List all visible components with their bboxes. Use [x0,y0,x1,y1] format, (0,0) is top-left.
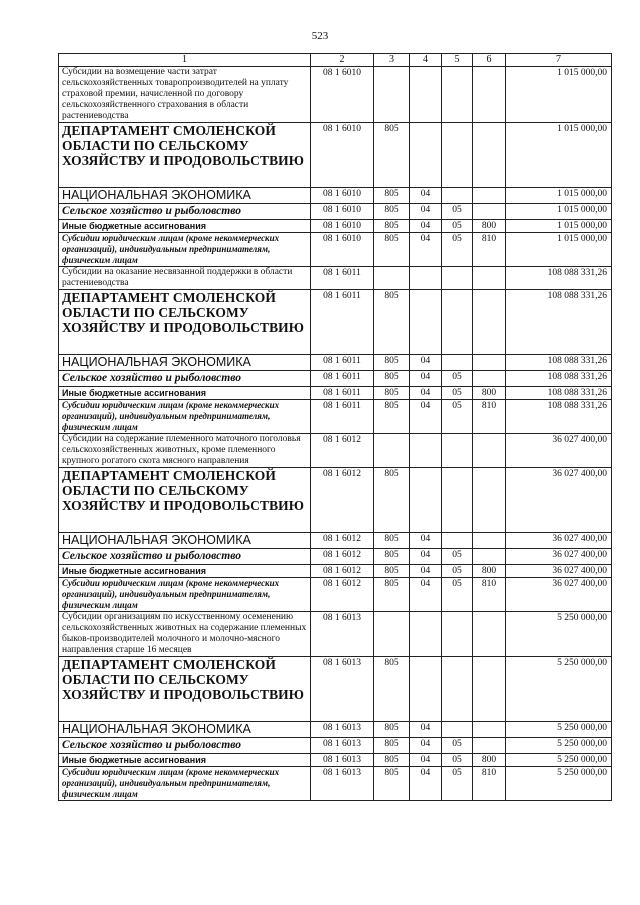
cell-code: 08 1 6011 [311,371,374,387]
cell-rz: 04 [410,220,442,233]
cell-vr [473,355,506,371]
table-row [59,754,612,767]
cell-sum: 108 088 331,26 [506,371,612,387]
cell-name: Сельское хозяйство и рыболовство [59,371,311,387]
cell-vr: 800 [473,565,506,578]
cell-rz: 04 [410,722,442,738]
cell-rz: 04 [410,754,442,767]
cell-name: Субсидии организациям по искусственному осеменению сельскохозяйственных животных на содержание племенных быков-производителей молочного и молочно-мясного направления старше 16 месяцев [59,612,311,657]
column-header: 2 [311,54,374,67]
cell-rz [410,290,442,355]
cell-sum: 108 088 331,26 [506,290,612,355]
cell-vr: 810 [473,400,506,434]
cell-pr: 05 [442,565,473,578]
cell-sum: 36 027 400,00 [506,468,612,533]
cell-code: 08 1 6011 [311,400,374,434]
cell-ved: 805 [374,767,410,801]
cell-sum: 1 015 000,00 [506,204,612,220]
cell-code: 08 1 6012 [311,549,374,565]
cell-ved: 805 [374,400,410,434]
cell-vr [473,434,506,468]
table-row [59,123,612,188]
cell-pr [442,290,473,355]
cell-sum: 36 027 400,00 [506,578,612,612]
cell-name: Субсидии на содержание племенного маточного поголовья сельскохозяйственных животных, кроме племенного крупного рогатого скота мясного направления [59,434,311,468]
cell-rz: 04 [410,387,442,400]
cell-sum: 36 027 400,00 [506,565,612,578]
cell-code: 08 1 6010 [311,123,374,188]
cell-vr: 810 [473,233,506,267]
table-row [59,767,612,801]
cell-pr: 05 [442,371,473,387]
cell-name: Субсидии юридическим лицам (кроме некоммерческих организаций), индивидуальным предпринимателям, физическим лицам [59,578,311,612]
cell-ved [374,434,410,468]
cell-code: 08 1 6011 [311,290,374,355]
cell-code: 08 1 6011 [311,267,374,290]
cell-vr: 800 [473,387,506,400]
cell-rz: 04 [410,355,442,371]
cell-pr [442,468,473,533]
table-row [59,612,612,657]
cell-vr [473,549,506,565]
cell-pr [442,267,473,290]
cell-sum: 5 250 000,00 [506,767,612,801]
cell-ved: 805 [374,290,410,355]
cell-name: Субсидии юридическим лицам (кроме некоммерческих организаций), индивидуальным предпринимателям, физическим лицам [59,400,311,434]
cell-vr: 810 [473,578,506,612]
column-header: 4 [410,54,442,67]
cell-ved [374,612,410,657]
table-row [59,267,612,290]
cell-code: 08 1 6013 [311,657,374,722]
cell-code: 08 1 6012 [311,533,374,549]
cell-ved: 805 [374,468,410,533]
cell-vr [473,533,506,549]
cell-sum: 1 015 000,00 [506,67,612,123]
table-row [59,533,612,549]
cell-name: НАЦИОНАЛЬНАЯ ЭКОНОМИКА [59,355,311,371]
cell-sum: 36 027 400,00 [506,549,612,565]
cell-vr [473,371,506,387]
cell-pr: 05 [442,767,473,801]
cell-vr [473,267,506,290]
cell-ved [374,67,410,123]
cell-rz [410,657,442,722]
cell-name: Сельское хозяйство и рыболовство [59,549,311,565]
cell-pr: 05 [442,400,473,434]
cell-name: Субсидии юридическим лицам (кроме некоммерческих организаций), индивидуальным предпринимателям, физическим лицам [59,233,311,267]
cell-ved: 805 [374,233,410,267]
page-number: 523 [311,30,329,42]
cell-name: Субсидии юридическим лицам (кроме некоммерческих организаций), индивидуальным предпринимателям, физическим лицам [59,767,311,801]
cell-code: 08 1 6011 [311,387,374,400]
cell-name: НАЦИОНАЛЬНАЯ ЭКОНОМИКА [59,188,311,204]
cell-code: 08 1 6013 [311,767,374,801]
cell-rz [410,267,442,290]
cell-ved: 805 [374,754,410,767]
cell-ved: 805 [374,123,410,188]
cell-pr [442,612,473,657]
cell-name: ДЕПАРТАМЕНТ СМОЛЕНСКОЙ ОБЛАСТИ ПО СЕЛЬСКОМУ ХОЗЯЙСТВУ И ПРОДОВОЛЬСТВИЮ [59,657,311,722]
cell-vr: 800 [473,754,506,767]
cell-sum: 1 015 000,00 [506,188,612,204]
cell-name: Субсидии на возмещение части затрат сельскохозяйственных товаропроизводителей на уплату страховой премии, начисленной по договору сельскохозяйственного страхования в области растениеводства [59,67,311,123]
cell-rz: 04 [410,738,442,754]
cell-sum: 36 027 400,00 [506,533,612,549]
cell-rz [410,67,442,123]
cell-name: ДЕПАРТАМЕНТ СМОЛЕНСКОЙ ОБЛАСТИ ПО СЕЛЬСКОМУ ХОЗЯЙСТВУ И ПРОДОВОЛЬСТВИЮ [59,468,311,533]
cell-vr: 810 [473,767,506,801]
cell-pr: 05 [442,220,473,233]
table-row [59,220,612,233]
cell-pr [442,123,473,188]
cell-pr [442,657,473,722]
cell-code: 08 1 6013 [311,754,374,767]
column-header: 6 [473,54,506,67]
cell-sum: 108 088 331,26 [506,387,612,400]
cell-pr: 05 [442,549,473,565]
cell-pr: 05 [442,204,473,220]
column-header: 3 [374,54,410,67]
cell-ved: 805 [374,204,410,220]
cell-name: НАЦИОНАЛЬНАЯ ЭКОНОМИКА [59,722,311,738]
table-row [59,371,612,387]
cell-rz: 04 [410,533,442,549]
cell-ved [374,267,410,290]
cell-pr [442,67,473,123]
cell-rz [410,612,442,657]
cell-rz: 04 [410,188,442,204]
cell-name: Иные бюджетные ассигнования [59,565,311,578]
cell-rz [410,468,442,533]
table-row [59,434,612,468]
cell-ved: 805 [374,188,410,204]
cell-code: 08 1 6010 [311,220,374,233]
cell-ved: 805 [374,738,410,754]
cell-rz: 04 [410,233,442,267]
budget-table [58,53,612,801]
cell-name: Иные бюджетные ассигнования [59,754,311,767]
cell-ved: 805 [374,533,410,549]
cell-sum: 108 088 331,26 [506,267,612,290]
column-header: 1 [59,54,311,67]
cell-vr [473,290,506,355]
cell-code: 08 1 6010 [311,188,374,204]
cell-sum: 108 088 331,26 [506,400,612,434]
cell-rz: 04 [410,400,442,434]
cell-code: 08 1 6010 [311,67,374,123]
cell-ved: 805 [374,220,410,233]
cell-code: 08 1 6012 [311,578,374,612]
table-row [59,722,612,738]
cell-code: 08 1 6013 [311,722,374,738]
cell-sum: 5 250 000,00 [506,657,612,722]
cell-sum: 5 250 000,00 [506,754,612,767]
cell-sum: 108 088 331,26 [506,355,612,371]
table-row [59,738,612,754]
cell-rz: 04 [410,565,442,578]
cell-vr [473,738,506,754]
cell-code: 08 1 6011 [311,355,374,371]
cell-rz: 04 [410,578,442,612]
cell-name: Сельское хозяйство и рыболовство [59,204,311,220]
cell-ved: 805 [374,578,410,612]
cell-rz: 04 [410,767,442,801]
cell-rz [410,123,442,188]
cell-pr [442,188,473,204]
cell-sum: 1 015 000,00 [506,123,612,188]
cell-ved: 805 [374,549,410,565]
table-row [59,290,612,355]
cell-vr [473,657,506,722]
cell-vr: 800 [473,220,506,233]
cell-pr: 05 [442,754,473,767]
cell-pr: 05 [442,233,473,267]
cell-rz: 04 [410,549,442,565]
cell-code: 08 1 6013 [311,738,374,754]
cell-sum: 5 250 000,00 [506,612,612,657]
cell-code: 08 1 6010 [311,233,374,267]
table-row [59,400,612,434]
table-header-row [59,54,612,67]
cell-name: Субсидии на оказание несвязанной поддержки в области растениеводства [59,267,311,290]
cell-rz: 04 [410,204,442,220]
table-row [59,657,612,722]
cell-code: 08 1 6010 [311,204,374,220]
table-row [59,67,612,123]
cell-sum: 1 015 000,00 [506,233,612,267]
cell-name: Сельское хозяйство и рыболовство [59,738,311,754]
column-header: 7 [506,54,612,67]
cell-name: НАЦИОНАЛЬНАЯ ЭКОНОМИКА [59,533,311,549]
cell-vr [473,123,506,188]
cell-code: 08 1 6012 [311,434,374,468]
column-header: 5 [442,54,473,67]
cell-vr [473,468,506,533]
cell-code: 08 1 6012 [311,565,374,578]
cell-pr [442,722,473,738]
cell-pr: 05 [442,387,473,400]
table-row [59,355,612,371]
cell-code: 08 1 6013 [311,612,374,657]
cell-name: ДЕПАРТАМЕНТ СМОЛЕНСКОЙ ОБЛАСТИ ПО СЕЛЬСКОМУ ХОЗЯЙСТВУ И ПРОДОВОЛЬСТВИЮ [59,123,311,188]
cell-rz [410,434,442,468]
table-body [59,67,612,801]
cell-name: ДЕПАРТАМЕНТ СМОЛЕНСКОЙ ОБЛАСТИ ПО СЕЛЬСКОМУ ХОЗЯЙСТВУ И ПРОДОВОЛЬСТВИЮ [59,290,311,355]
cell-ved: 805 [374,657,410,722]
cell-name: Иные бюджетные ассигнования [59,220,311,233]
cell-pr: 05 [442,738,473,754]
cell-ved: 805 [374,387,410,400]
table-row [59,468,612,533]
cell-sum: 5 250 000,00 [506,738,612,754]
cell-pr: 05 [442,578,473,612]
cell-pr [442,434,473,468]
cell-pr [442,355,473,371]
table-row [59,549,612,565]
table-row [59,204,612,220]
cell-sum: 36 027 400,00 [506,434,612,468]
cell-vr [473,67,506,123]
cell-name: Иные бюджетные ассигнования [59,387,311,400]
cell-rz: 04 [410,371,442,387]
cell-sum: 5 250 000,00 [506,722,612,738]
cell-ved: 805 [374,355,410,371]
table-row [59,578,612,612]
cell-vr [473,612,506,657]
cell-ved: 805 [374,371,410,387]
cell-vr [473,204,506,220]
table-row [59,387,612,400]
table-row [59,188,612,204]
cell-sum: 1 015 000,00 [506,220,612,233]
cell-vr [473,188,506,204]
table-row [59,565,612,578]
cell-ved: 805 [374,722,410,738]
table-row [59,233,612,267]
cell-vr [473,722,506,738]
cell-code: 08 1 6012 [311,468,374,533]
cell-pr [442,533,473,549]
cell-ved: 805 [374,565,410,578]
